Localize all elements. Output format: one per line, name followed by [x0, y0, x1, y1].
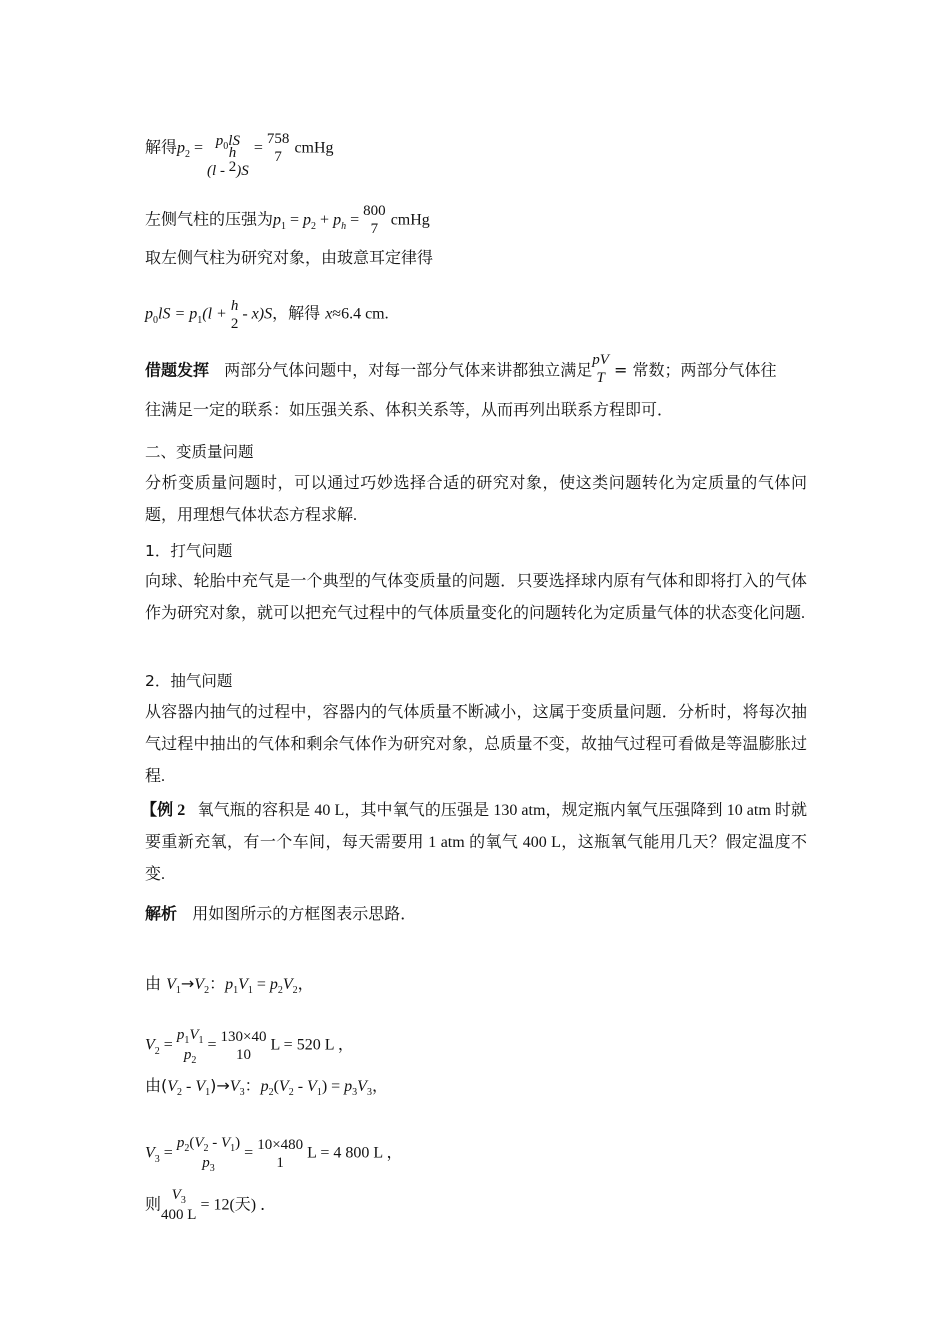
solution-label: 解析 [145, 904, 178, 923]
fraction: $p_2(V_2 - V_1)$ $p_3$ [176, 1135, 241, 1174]
subsection-title: 1．打气问题 [145, 542, 233, 560]
text-line: 往满足一定的联系：如压强关系、体积关系等，从而再列出联系方程即可． [145, 400, 674, 419]
fraction: 758 7 [266, 131, 290, 165]
fraction: 10×480 1 [257, 1137, 304, 1171]
equation-e5: 则 $V_3$ 400 L = 12(天) ． [145, 1187, 277, 1223]
fraction: h 2 [230, 298, 239, 332]
fraction: $p_0lS$ (l - h 2 )S [207, 133, 249, 179]
insight-label: 借题发挥 [145, 360, 210, 380]
fraction: 800 7 [363, 203, 386, 237]
fraction: pV T [592, 352, 609, 386]
text-line: 取左侧气柱为研究对象，由玻意耳定律得 [145, 248, 434, 267]
fraction: $V_3$ 400 L [161, 1187, 197, 1223]
section-title: 二、变质量问题 [145, 443, 254, 461]
subsection-title: 2．抽气问题 [145, 672, 233, 690]
paragraph: 从容器内抽气的过程中，容器内的气体质量不断减小，这属于变质量问题．分析时，将每次抽气过程中抽出的气体和剩余气体作为研究对象，总质量不变，故抽气过程可看做是等温膨胀过程. [145, 704, 807, 785]
paragraph: 向球、轮胎中充气是一个典型的气体变质量的问题．只要选择球内原有气体和即将打入的气体作为研究对象，就可以把充气过程中的气体质量变化的问题转化为定质量气体的状态变化问题. [145, 573, 807, 622]
example-2: 【例 2 氧气瓶的容积是 40 L，其中氧气的压强是 130 atm，规定瓶内氧气压强降到 10 atm 时就要重新充氧，有一个车间，每天需要用 1 atm 的氧气 400 L，这瓶氧气能用几天？假定温度不变. [141, 802, 807, 883]
equation-e4: $V_3$ = $p_2(V_2 - V_1)$ $p_3$ = 10×480 1 L = 4 800 L ， [145, 1135, 403, 1174]
equation-e1: 由 $V_1\to V_2$：$p_1V_1 = p_2V_2$， [145, 974, 314, 996]
equation-p2: 解得$p_2$ = $p_0lS$ (l - h 2 )S = 758 7 cmHg [145, 131, 334, 179]
equation-e2: $V_2$ = $p_1V_1$ $p_2$ = 130×40 10 L = 520 L ， [145, 1027, 354, 1066]
equation-p1: 左侧气柱的压强为$p_1 = p_2 + p_h$ = 800 7 cmHg [145, 203, 430, 237]
label-jiede: 解得 [145, 137, 178, 157]
paragraph: 分析变质量问题时，可以通过巧妙选择合适的研究对象，使这类问题转化为定质量的气体问题，用理想气体状态方程求解. [145, 475, 807, 524]
example-label: 【例 2 [141, 802, 186, 819]
equation-boyle: $p_0lS = p_1(l$ + h 2 - x)S，解得 x≈6.4 cm. [145, 298, 389, 332]
solution-line: 解析 用如图所示的方框图表示思路． [145, 904, 417, 923]
fraction: 130×40 10 [220, 1029, 267, 1063]
insight-line: 借题发挥 两部分气体问题中，对每一部分气体来讲都独立满足 pV T = 常数；两部分气体往 [145, 352, 777, 386]
fraction: $p_1V_1$ $p_2$ [176, 1027, 204, 1066]
equation-e3: 由$(V_2 - V_1)\to V_3$：$p_2(V_2 - V_1) = p_3V_3$， [145, 1076, 388, 1098]
